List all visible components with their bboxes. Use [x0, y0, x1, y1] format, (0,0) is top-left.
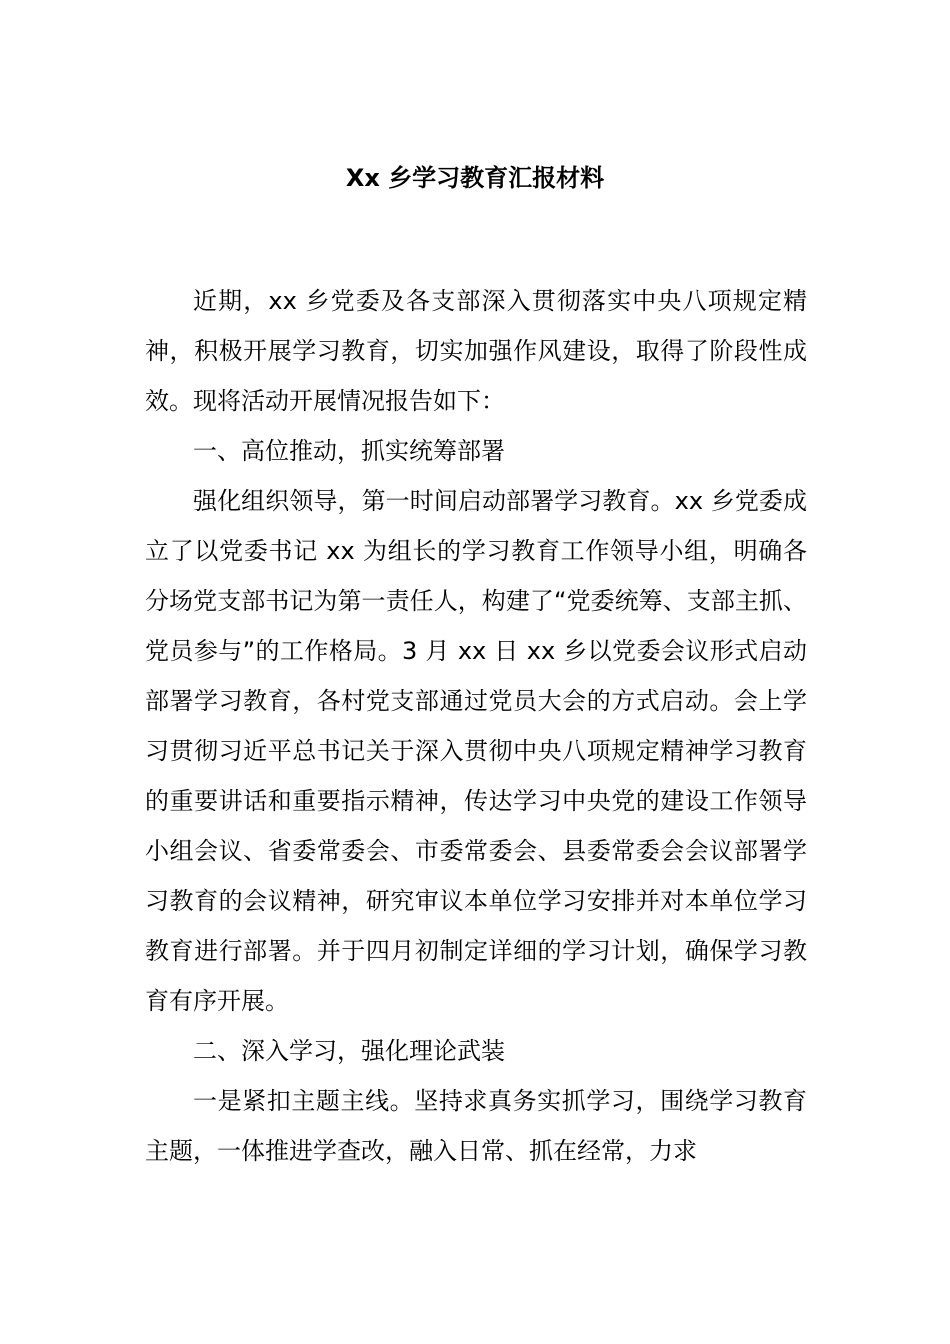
section-heading-1: 一、高位推动，抓实统筹部署 [193, 437, 505, 465]
paragraph-intro: 近期，xx 乡党委及各支部深入贯彻落实中央八项规定精神，积极开展学习教育，切实加强作风建设，取得了阶段性成效。现将活动开展情况报告如下： [145, 287, 807, 415]
document-body [145, 276, 807, 1176]
paragraph-section-2: 一是紧扣主题主线。坚持求真务实抓学习，围绕学习教育主题，一体推进学查改，融入日常、抓在经常，力求 [145, 1087, 807, 1165]
paragraph-section-1: 强化组织领导，第一时间启动部署学习教育。xx 乡党委成立了以党委书记 xx 为组长的学习教育工作领导小组，明确各分场党支部书记为第一责任人，构建了“党委统筹、支部主抓、党员参与”的工作格局。3 月 xx 日 xx 乡以党委会议形式启动部署学习教育，各村党支部通过党员大会的方式启动。会上学习贯彻习近平总书记关于深入贯彻中央八项规定精神学习教育的重要讲话和重要指示精神，传达学习中央党的建设工作领导小组会议、省委常委会、市委常委会、县委常委会会议部署学习教育的会议精神，研究审议本单位学习安排并对本单位学习教育进行部署。并于四月初制定详细的学习计划，确保学习教育有序开展。 [145, 487, 807, 1015]
document-title: Xx 乡学习教育汇报材料 [345, 164, 605, 192]
section-heading-2: 二、深入学习，强化理论武装 [193, 1037, 505, 1065]
